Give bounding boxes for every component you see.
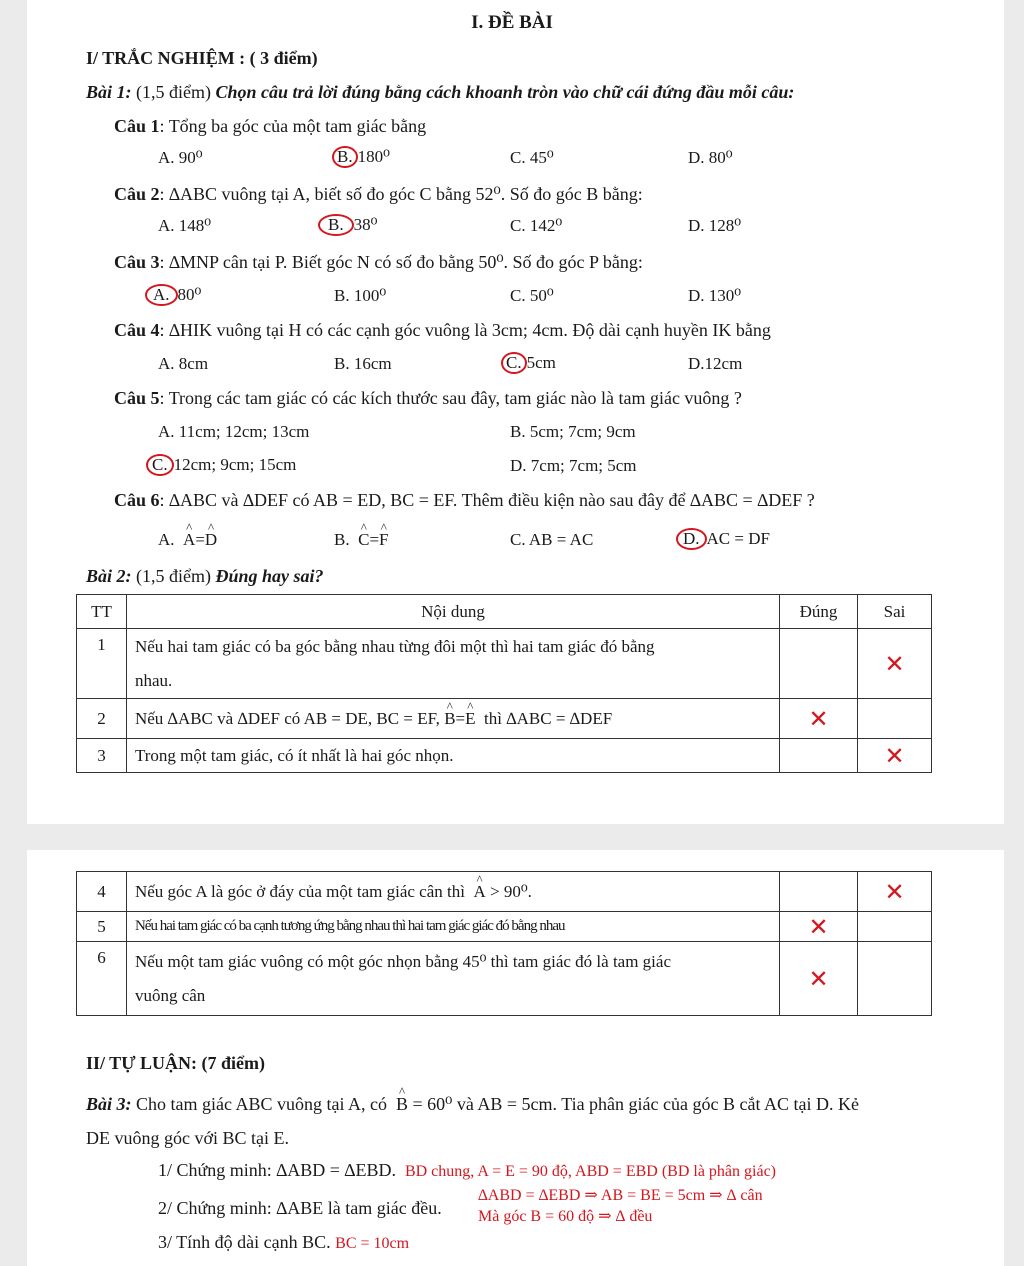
question-5 bbox=[114, 388, 742, 409]
row-number: 4 bbox=[77, 872, 127, 912]
answer-circle: C. bbox=[501, 352, 527, 374]
answer-circle: A. bbox=[145, 284, 178, 306]
hat-angle: ^ C bbox=[358, 530, 369, 550]
row-content bbox=[126, 629, 779, 699]
question-label: Câu 4 bbox=[114, 320, 160, 340]
bai2-points: (1,5 điểm) bbox=[136, 566, 211, 586]
true-false-table-continued bbox=[76, 871, 932, 1016]
q3-option-d[interactable]: D. 130⁰ bbox=[688, 286, 742, 305]
question-text: : ∆MNP cân tại P. Biết góc N có số đo bằng 50⁰. Số đo góc P bằng: bbox=[159, 252, 643, 272]
equals: = bbox=[455, 708, 466, 728]
document-title: I. ĐỀ BÀI bbox=[471, 12, 553, 33]
table-row bbox=[77, 942, 932, 1016]
hat-angle: ^ A bbox=[473, 882, 485, 902]
hat-angle: ^ D bbox=[205, 530, 217, 550]
bai1-points: (1,5 điểm) bbox=[136, 82, 211, 102]
q2-option-d[interactable]: D. 128⁰ bbox=[688, 216, 742, 235]
option-value: 180⁰ bbox=[357, 147, 390, 166]
option-letter: A. bbox=[158, 530, 175, 549]
question-1 bbox=[114, 116, 426, 137]
equals: = bbox=[369, 530, 380, 549]
option-value: 38⁰ bbox=[353, 215, 378, 234]
dung-cell[interactable] bbox=[780, 942, 858, 1016]
dung-cell[interactable] bbox=[780, 629, 858, 699]
handwritten-answer-2: Mà góc B = 60 độ ⇒ ∆ đều bbox=[478, 1208, 653, 1225]
cross-mark-icon: ✕ bbox=[808, 912, 829, 941]
table-row bbox=[77, 739, 932, 773]
row-text: Nếu một tam giác vuông có một góc nhọn bằng 45⁰ thì tam giác đó là tam giác bbox=[134, 951, 672, 971]
q5-option-d[interactable]: D. 7cm; 7cm; 5cm bbox=[510, 456, 637, 475]
option-letter: B. bbox=[334, 530, 350, 549]
q3-option-c[interactable]: C. 50⁰ bbox=[510, 286, 554, 305]
bai1-label: Bài 1: bbox=[86, 82, 132, 102]
sai-cell[interactable] bbox=[858, 629, 932, 699]
q4-option-d[interactable]: D.12cm bbox=[688, 354, 743, 373]
question-text: : ∆ABC vuông tại A, biết số đo góc C bằng 52⁰. Số đo góc B bằng: bbox=[159, 184, 643, 204]
answer-circle: B. bbox=[318, 214, 354, 236]
q6-option-b[interactable] bbox=[334, 530, 389, 550]
bai3-item-2: 2/ Chứng minh: ∆ABE là tam giác đều. bbox=[158, 1198, 442, 1218]
q3-option-a[interactable] bbox=[145, 284, 201, 306]
sai-cell[interactable] bbox=[858, 699, 932, 739]
sai-cell[interactable] bbox=[858, 912, 932, 942]
bai3-text-b: = 60⁰ và AB = 5cm. Tia phân giác của góc B cắt AC tại D. Kẻ bbox=[412, 1094, 859, 1114]
handwritten-answer: BC = 10cm bbox=[335, 1235, 410, 1252]
part1-heading: I/ TRẮC NGHIỆM : ( 3 điểm) bbox=[86, 48, 318, 68]
q2-option-b[interactable] bbox=[318, 214, 377, 236]
cross-mark-icon: ✕ bbox=[884, 741, 905, 770]
q4-option-b[interactable]: B. 16cm bbox=[334, 354, 392, 373]
table-row bbox=[77, 912, 932, 942]
q4-option-a[interactable]: A. 8cm bbox=[158, 354, 209, 373]
option-value: AC = DF bbox=[706, 529, 770, 548]
row-text-2: vuông cân bbox=[134, 985, 206, 1005]
q1-option-c[interactable]: C. 45⁰ bbox=[510, 148, 554, 167]
q1-option-a[interactable]: A. 90⁰ bbox=[158, 148, 203, 167]
header-sai: Sai bbox=[858, 595, 932, 629]
bai2-label: Bài 2: bbox=[86, 566, 132, 586]
q1-option-d[interactable]: D. 80⁰ bbox=[688, 148, 733, 167]
q6-option-a[interactable] bbox=[158, 530, 217, 550]
answer-circle: B. bbox=[332, 146, 358, 168]
table-row bbox=[77, 629, 932, 699]
row-text: Nếu hai tam giác có ba góc bằng nhau từng đôi một thì hai tam giác đó bằng bbox=[134, 636, 655, 656]
hat-angle: ^ A bbox=[183, 530, 195, 550]
option-value: 5cm bbox=[526, 353, 556, 372]
hat-angle: ^ B bbox=[444, 709, 455, 729]
question-label: Câu 6 bbox=[114, 490, 160, 510]
q1-option-b[interactable] bbox=[332, 146, 390, 168]
header-dung: Đúng bbox=[780, 595, 858, 629]
question-text: : ∆HIK vuông tại H có các cạnh góc vuông là 3cm; 4cm. Độ dài cạnh huyền IK bằng bbox=[159, 320, 771, 340]
q6-option-c[interactable]: C. AB = AC bbox=[510, 530, 594, 549]
dung-cell[interactable] bbox=[780, 912, 858, 942]
hat-angle: ^ F bbox=[379, 530, 388, 550]
q3-option-b[interactable]: B. 100⁰ bbox=[334, 286, 387, 305]
bai3-line1 bbox=[86, 1094, 859, 1115]
bai2-header bbox=[86, 566, 324, 587]
table-row bbox=[77, 872, 932, 912]
table-header-row bbox=[77, 595, 932, 629]
handwritten-answer: ∆ABD = ∆EBD ⇒ AB = BE = 5cm ⇒ ∆ cân bbox=[478, 1187, 763, 1204]
row-text: Nếu ∆ABC và ∆DEF có AB = DE, BC = EF, bbox=[134, 708, 440, 728]
header-content: Nội dung bbox=[126, 595, 779, 629]
row-number: 3 bbox=[77, 739, 127, 773]
bai3-item-3 bbox=[158, 1232, 409, 1253]
handwritten-answer: BD chung, A = E = 90 độ, ABD = EBD (BD là phân giác) bbox=[404, 1163, 776, 1180]
item-text: 3/ Tính độ dài cạnh BC. bbox=[158, 1232, 331, 1252]
cross-mark-icon: ✕ bbox=[808, 704, 829, 733]
row-text: Nếu góc A là góc ở đáy của một tam giác cân thì bbox=[134, 881, 465, 901]
option-value: 80⁰ bbox=[177, 285, 202, 304]
row-number: 2 bbox=[77, 699, 127, 739]
question-text: : ∆ABC và ∆DEF có AB = ED, BC = EF. Thêm điều kiện nào sau đây để ∆ABC = ∆DEF ? bbox=[159, 490, 815, 510]
question-label: Câu 1 bbox=[114, 116, 160, 136]
question-label: Câu 5 bbox=[114, 388, 160, 408]
dung-cell[interactable] bbox=[780, 739, 858, 773]
row-number: 5 bbox=[77, 912, 127, 942]
question-6 bbox=[114, 490, 815, 511]
question-4 bbox=[114, 320, 771, 341]
row-content bbox=[126, 699, 779, 739]
row-text-end: thì ∆ABC = ∆DEF bbox=[484, 708, 613, 728]
row-content: Trong một tam giác, có ít nhất là hai góc nhọn. bbox=[126, 739, 779, 773]
true-false-table bbox=[76, 594, 932, 773]
cross-mark-icon: ✕ bbox=[884, 877, 905, 906]
bai2-instruction: Đúng hay sai? bbox=[215, 566, 324, 586]
bai3-item-1 bbox=[158, 1160, 776, 1181]
hat-angle: ^ B bbox=[396, 1094, 408, 1115]
cross-mark-icon: ✕ bbox=[808, 964, 829, 993]
q5-option-a[interactable]: A. 11cm; 12cm; 13cm bbox=[158, 422, 310, 441]
bai1-header bbox=[86, 82, 794, 103]
q5-option-c[interactable] bbox=[146, 454, 296, 476]
row-content: Nếu hai tam giác có ba cạnh tương ứng bằng nhau thì hai tam giác giác đó bằng nhau bbox=[126, 912, 779, 942]
row-number: 1 bbox=[77, 629, 127, 699]
answer-circle: C. bbox=[146, 454, 174, 476]
dung-cell[interactable] bbox=[780, 699, 858, 739]
row-text-2: nhau. bbox=[134, 670, 173, 690]
table-row bbox=[77, 699, 932, 739]
question-2 bbox=[114, 184, 643, 205]
sai-cell[interactable] bbox=[858, 739, 932, 773]
question-3 bbox=[114, 252, 643, 273]
option-value: 12cm; 9cm; 15cm bbox=[173, 455, 297, 474]
row-number: 6 bbox=[77, 942, 127, 1016]
answer-circle: D. bbox=[676, 528, 707, 550]
bai3-text: Cho tam giác ABC vuông tại A, có bbox=[136, 1094, 387, 1114]
cross-mark-icon: ✕ bbox=[884, 649, 905, 678]
sai-cell[interactable] bbox=[858, 942, 932, 1016]
question-text: : Trong các tam giác có các kích thước sau đây, tam giác nào là tam giác vuông ? bbox=[159, 388, 742, 408]
q4-option-c[interactable] bbox=[501, 352, 556, 374]
bai3-label: Bài 3: bbox=[86, 1094, 132, 1114]
question-label: Câu 3 bbox=[114, 252, 160, 272]
hat-angle: ^ E bbox=[465, 709, 475, 729]
equals: = bbox=[195, 530, 205, 549]
q2-option-c[interactable]: C. 142⁰ bbox=[510, 216, 563, 235]
sai-cell[interactable] bbox=[858, 872, 932, 912]
dung-cell[interactable] bbox=[780, 872, 858, 912]
question-label: Câu 2 bbox=[114, 184, 160, 204]
item-text: 1/ Chứng minh: ∆ABD = ∆EBD. bbox=[158, 1160, 396, 1180]
bai3-line2: DE vuông góc với BC tại E. bbox=[86, 1128, 290, 1148]
row-content bbox=[126, 942, 779, 1016]
bai1-instruction: Chọn câu trả lời đúng bằng cách khoanh tròn vào chữ cái đứng đầu mỗi câu: bbox=[215, 82, 795, 102]
row-content bbox=[126, 872, 779, 912]
row-text-end: > 90⁰. bbox=[489, 881, 532, 901]
header-tt: TT bbox=[77, 595, 127, 629]
part2-heading: II/ TỰ LUẬN: (7 điểm) bbox=[86, 1053, 265, 1073]
q6-option-d[interactable] bbox=[676, 528, 770, 550]
q5-option-b[interactable]: B. 5cm; 7cm; 9cm bbox=[510, 422, 636, 441]
q2-option-a[interactable]: A. 148⁰ bbox=[158, 216, 212, 235]
question-text: : Tổng ba góc của một tam giác bằng bbox=[159, 116, 427, 136]
